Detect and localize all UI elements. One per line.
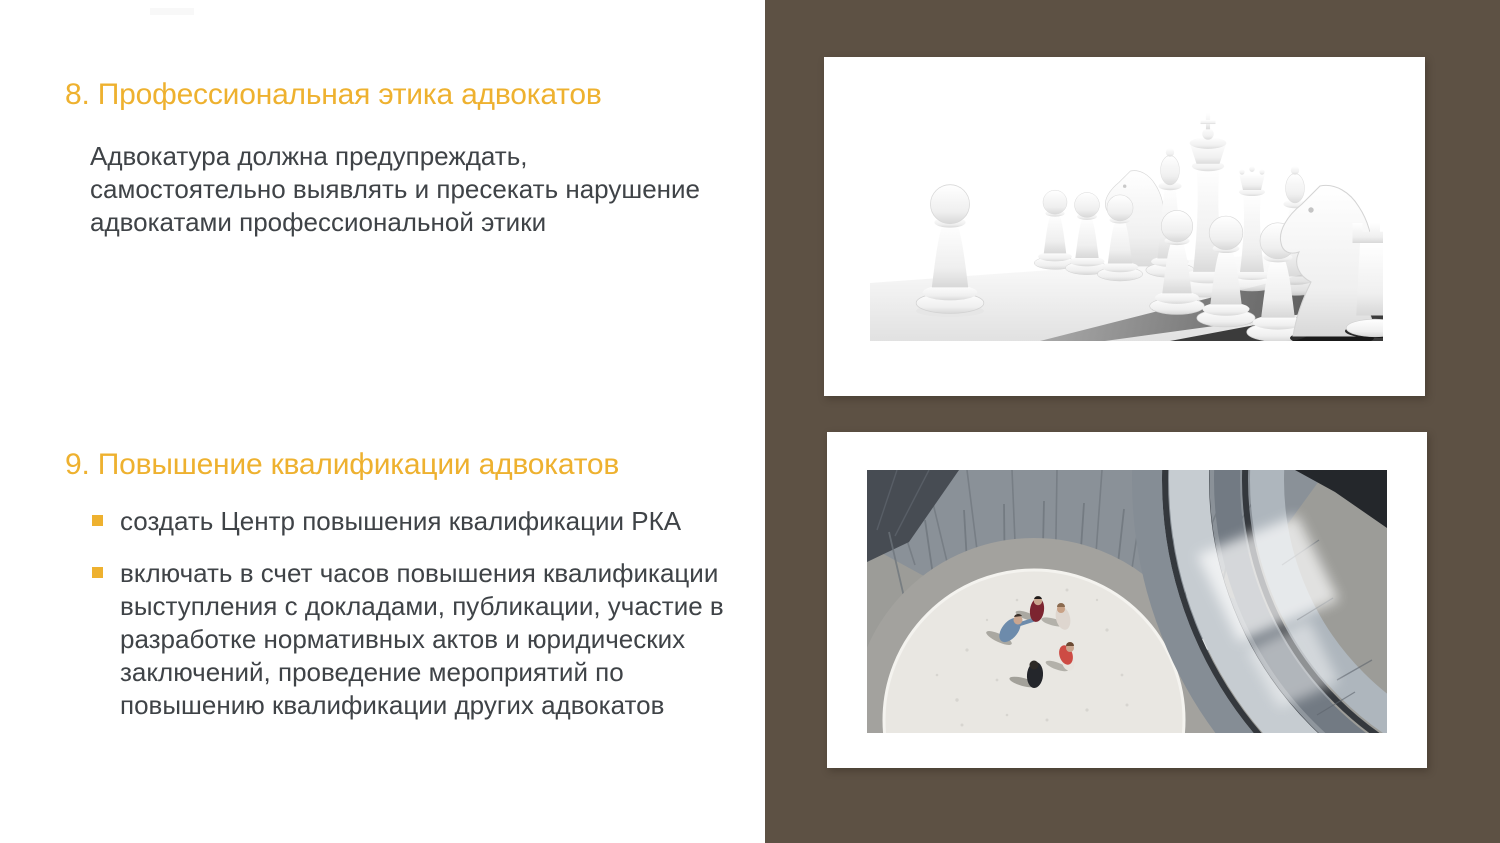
section9-heading: 9. Повышение квалификации адвокатов xyxy=(65,448,620,481)
atrium-photo xyxy=(867,470,1387,733)
right-image-panel xyxy=(765,0,1500,843)
chess-photo xyxy=(870,98,1383,341)
slide-edge-artifact xyxy=(150,8,194,15)
atrium-photo-card xyxy=(827,432,1427,768)
list-item xyxy=(90,505,760,538)
section8-heading: 8. Профессиональная этика адвокатов xyxy=(65,78,602,111)
bullet-text: включать в счет часов повышения квалификации выступления с докладами, публикации, участие в разработке нормативных актов и юридических заключений, проведение мероприятий по повышению квалификации других адвокатов xyxy=(120,558,724,720)
chess-photo-card xyxy=(824,57,1425,396)
list-item xyxy=(90,557,760,722)
atrium-photo-illustration xyxy=(867,470,1387,733)
bullet-square-icon xyxy=(92,515,103,526)
bullet-square-icon xyxy=(92,567,103,578)
section9-bullet-list xyxy=(90,505,760,741)
chess-photo-illustration xyxy=(870,98,1383,341)
section8-body: Адвокатура должна предупреждать, самостоятельно выявлять и пресекать нарушение адвокатами профессиональной этики xyxy=(90,141,701,237)
bullet-text: создать Центр повышения квалификации РКА xyxy=(120,506,682,536)
